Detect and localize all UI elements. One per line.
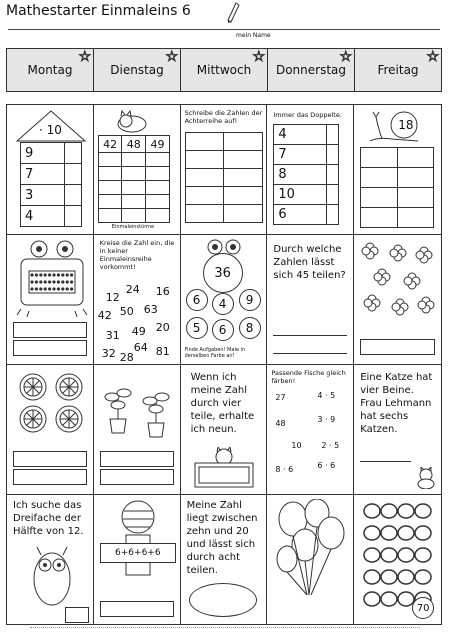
cat-icon [414, 467, 438, 489]
answer-field[interactable] [122, 181, 146, 195]
answer-box[interactable] [13, 451, 87, 467]
cat-icon [114, 109, 150, 133]
frog-board-icon [15, 239, 89, 319]
answer-box[interactable] [65, 607, 89, 623]
number-circle[interactable]: 8 [239, 317, 261, 339]
fish[interactable]: 10 [291, 441, 302, 450]
answer-field[interactable] [327, 205, 339, 225]
answer-box[interactable] [360, 339, 435, 355]
wheels-icon [15, 371, 87, 437]
answer-field[interactable] [397, 208, 434, 228]
number-circle[interactable]: 6 [212, 319, 234, 341]
fish[interactable]: 27 [275, 393, 286, 402]
star-icon: ☆ [339, 49, 352, 65]
clover-task [354, 235, 441, 365]
doppelte-task [267, 105, 354, 235]
house-value: 3 [21, 185, 65, 206]
answer-field[interactable] [146, 195, 170, 209]
answer-field[interactable] [361, 208, 398, 228]
answer-field[interactable] [122, 209, 146, 223]
answer-box[interactable] [100, 451, 174, 467]
cat-board-icon [191, 447, 257, 489]
flower-pots-icon [98, 375, 178, 439]
answer-field[interactable] [185, 133, 224, 151]
day-label: Dienstag [110, 63, 164, 77]
answer-field[interactable] [146, 181, 170, 195]
number-circle[interactable]: 9 [239, 289, 261, 311]
number[interactable]: 42 [97, 309, 112, 322]
doppelte-value: 6 [274, 205, 327, 225]
dreifache-task [7, 495, 94, 624]
answer-field[interactable] [98, 209, 122, 223]
answer-field[interactable] [185, 151, 224, 169]
fish[interactable]: 2 · 5 [321, 441, 340, 450]
answer-field[interactable] [397, 168, 434, 188]
answer-field[interactable] [146, 209, 170, 223]
answer-field[interactable] [185, 187, 224, 205]
flowers-task [94, 365, 181, 495]
day-thursday [268, 49, 355, 91]
towers-task [94, 105, 181, 235]
balloons-icon [273, 499, 351, 599]
day-label: Mittwoch [196, 63, 252, 77]
house-task [7, 105, 94, 235]
towers-caption: Einmaleinstürme [111, 224, 155, 230]
answer-field[interactable] [361, 148, 398, 168]
answer-box[interactable] [13, 469, 87, 485]
number[interactable]: 24 [125, 283, 140, 296]
frog-circles-task [181, 235, 268, 365]
target-number: 36 [203, 253, 243, 293]
answer-field[interactable] [397, 188, 434, 208]
fish[interactable]: 3 · 9 [317, 415, 336, 424]
day-wednesday [181, 49, 268, 91]
answer-field[interactable] [224, 205, 263, 223]
answer-field[interactable] [65, 206, 82, 227]
number[interactable]: 32 [101, 347, 116, 360]
tower-top: 48 [122, 136, 146, 153]
answer-line[interactable] [360, 461, 411, 462]
caterpillar-task [354, 495, 441, 624]
fish[interactable]: 48 [275, 419, 286, 428]
answer-field[interactable] [122, 167, 146, 181]
number[interactable]: 28 [119, 351, 134, 364]
teilen-task [267, 235, 354, 365]
answer-field[interactable] [65, 185, 82, 206]
teilen-question: Durch welche Zahlen lässt sich 45 teilen? [273, 244, 346, 281]
day-label: Donnerstag [275, 63, 347, 77]
name-line[interactable] [8, 29, 440, 30]
house-table [20, 142, 82, 227]
star-icon: ☆ [78, 49, 91, 65]
exercise-grid [6, 104, 442, 625]
pencil-icon [226, 2, 240, 24]
answer-field[interactable] [146, 167, 170, 181]
number[interactable]: 12 [105, 291, 120, 304]
fish-area [271, 389, 351, 489]
liegt-task [181, 495, 268, 624]
answer-field[interactable] [98, 181, 122, 195]
caterpillar-number: 70 [412, 597, 434, 619]
answer-field[interactable] [98, 167, 122, 181]
answer-box[interactable] [100, 601, 174, 617]
day-monday [7, 49, 94, 91]
answer-field[interactable] [327, 125, 339, 145]
star-icon: ☆ [426, 49, 439, 65]
balloons-task [267, 495, 354, 624]
doppelte-value: 7 [274, 145, 327, 165]
answer-field[interactable] [122, 153, 146, 167]
answer-field[interactable] [185, 205, 224, 223]
answer-field[interactable] [98, 153, 122, 167]
answer-field[interactable] [327, 165, 339, 185]
doppelte-value: 10 [274, 185, 327, 205]
name-label: mein Name [236, 32, 271, 39]
house-value: 4 [21, 206, 65, 227]
number[interactable]: 50 [119, 305, 134, 318]
liegt-riddle: Meine Zahl liegt zwischen zehn und 20 und lässt sich durch acht teilen. [186, 500, 258, 576]
katze-task [354, 365, 441, 495]
answer-oval[interactable] [189, 583, 257, 617]
snail-number: 18 [398, 118, 414, 132]
wheels-task [7, 365, 94, 495]
sum-board: 6+6+6+6 [100, 543, 176, 563]
fische-task [267, 365, 354, 495]
kreise-instruction: Kreise die Zahl ein, die in keiner Einmaleinsreihe vorkommt! [99, 239, 175, 271]
zahl-riddle: Wenn ich meine Zahl durch vier teile, erhalte ich neun. [190, 372, 255, 435]
answer-field[interactable] [361, 188, 398, 208]
fish[interactable]: 4 · 5 [317, 391, 336, 400]
achter-table [185, 132, 263, 223]
tower-top: 49 [146, 136, 170, 153]
day-label: Freitag [377, 63, 419, 77]
worksheet-title: Mathestarter Einmaleins 6 [6, 3, 191, 19]
answer-field[interactable] [65, 143, 82, 164]
answer-field[interactable] [224, 151, 263, 169]
day-tuesday [94, 49, 181, 91]
tower-top: 42 [98, 136, 122, 153]
frog-note: Finde Aufgaben! Male in derselben Farbe an! [184, 347, 246, 359]
clover-icon [358, 241, 438, 331]
mummy-icon [112, 497, 164, 577]
achter-task [181, 105, 268, 235]
days-row [6, 48, 442, 92]
house-value: 7 [21, 164, 65, 185]
answer-field[interactable] [327, 145, 339, 165]
answer-field[interactable] [224, 133, 263, 151]
answer-field[interactable] [146, 153, 170, 167]
house-value: 9 [21, 143, 65, 164]
katze-story: Eine Katze hat vier Beine. Frau Lehmann hat sechs Katzen. [360, 372, 433, 435]
number[interactable]: 31 [105, 329, 120, 342]
answer-line[interactable] [273, 335, 347, 336]
day-friday [355, 49, 441, 91]
answer-line[interactable] [273, 353, 347, 354]
achter-instruction: Schreibe die Zahlen der Achterreihe auf! [184, 109, 263, 125]
doppelte-instruction: Immer das Doppelte: [273, 111, 343, 119]
dreifache-riddle: Ich suche das Dreifache der Hälfte von 12. [13, 500, 84, 537]
snail-table [360, 147, 434, 228]
fische-instruction: Passende Fische gleich färben! [271, 369, 346, 385]
answer-field[interactable] [65, 164, 82, 185]
number-circle[interactable]: 6 [186, 289, 208, 311]
star-icon: ☆ [252, 49, 265, 65]
doppelte-value: 4 [274, 125, 327, 145]
owl-icon [27, 539, 77, 609]
frog-dots-task [7, 235, 94, 365]
towers-table [98, 135, 170, 223]
snail-task [354, 105, 441, 235]
answer-box[interactable] [13, 340, 87, 356]
doppelte-value: 8 [274, 165, 327, 185]
number-circle[interactable]: 4 [212, 293, 234, 315]
number-circle[interactable]: 5 [186, 317, 208, 339]
answer-field[interactable] [224, 187, 263, 205]
number[interactable]: 64 [133, 341, 148, 354]
answer-field[interactable] [98, 195, 122, 209]
number[interactable]: 16 [155, 285, 170, 298]
number[interactable]: 81 [155, 345, 170, 358]
answer-field[interactable] [327, 185, 339, 205]
answer-field[interactable] [185, 169, 224, 187]
answer-box[interactable] [100, 469, 174, 485]
mummy-task [94, 495, 181, 624]
number[interactable]: 63 [143, 303, 158, 316]
answer-field[interactable] [224, 169, 263, 187]
fish[interactable]: 8 · 6 [275, 465, 294, 474]
answer-field[interactable] [122, 195, 146, 209]
number[interactable]: 20 [155, 321, 170, 334]
answer-field[interactable] [397, 148, 434, 168]
circle-number-task [94, 235, 181, 365]
answer-box[interactable] [13, 322, 87, 338]
star-icon: ☆ [165, 49, 178, 65]
fish[interactable]: 6 · 6 [317, 461, 336, 470]
footer-line [30, 627, 420, 628]
zahl-task [181, 365, 268, 495]
day-label: Montag [27, 63, 73, 77]
house-top-label: · 10 [39, 123, 62, 137]
doppelte-table [273, 124, 339, 225]
number[interactable]: 49 [131, 325, 146, 338]
answer-field[interactable] [361, 168, 398, 188]
